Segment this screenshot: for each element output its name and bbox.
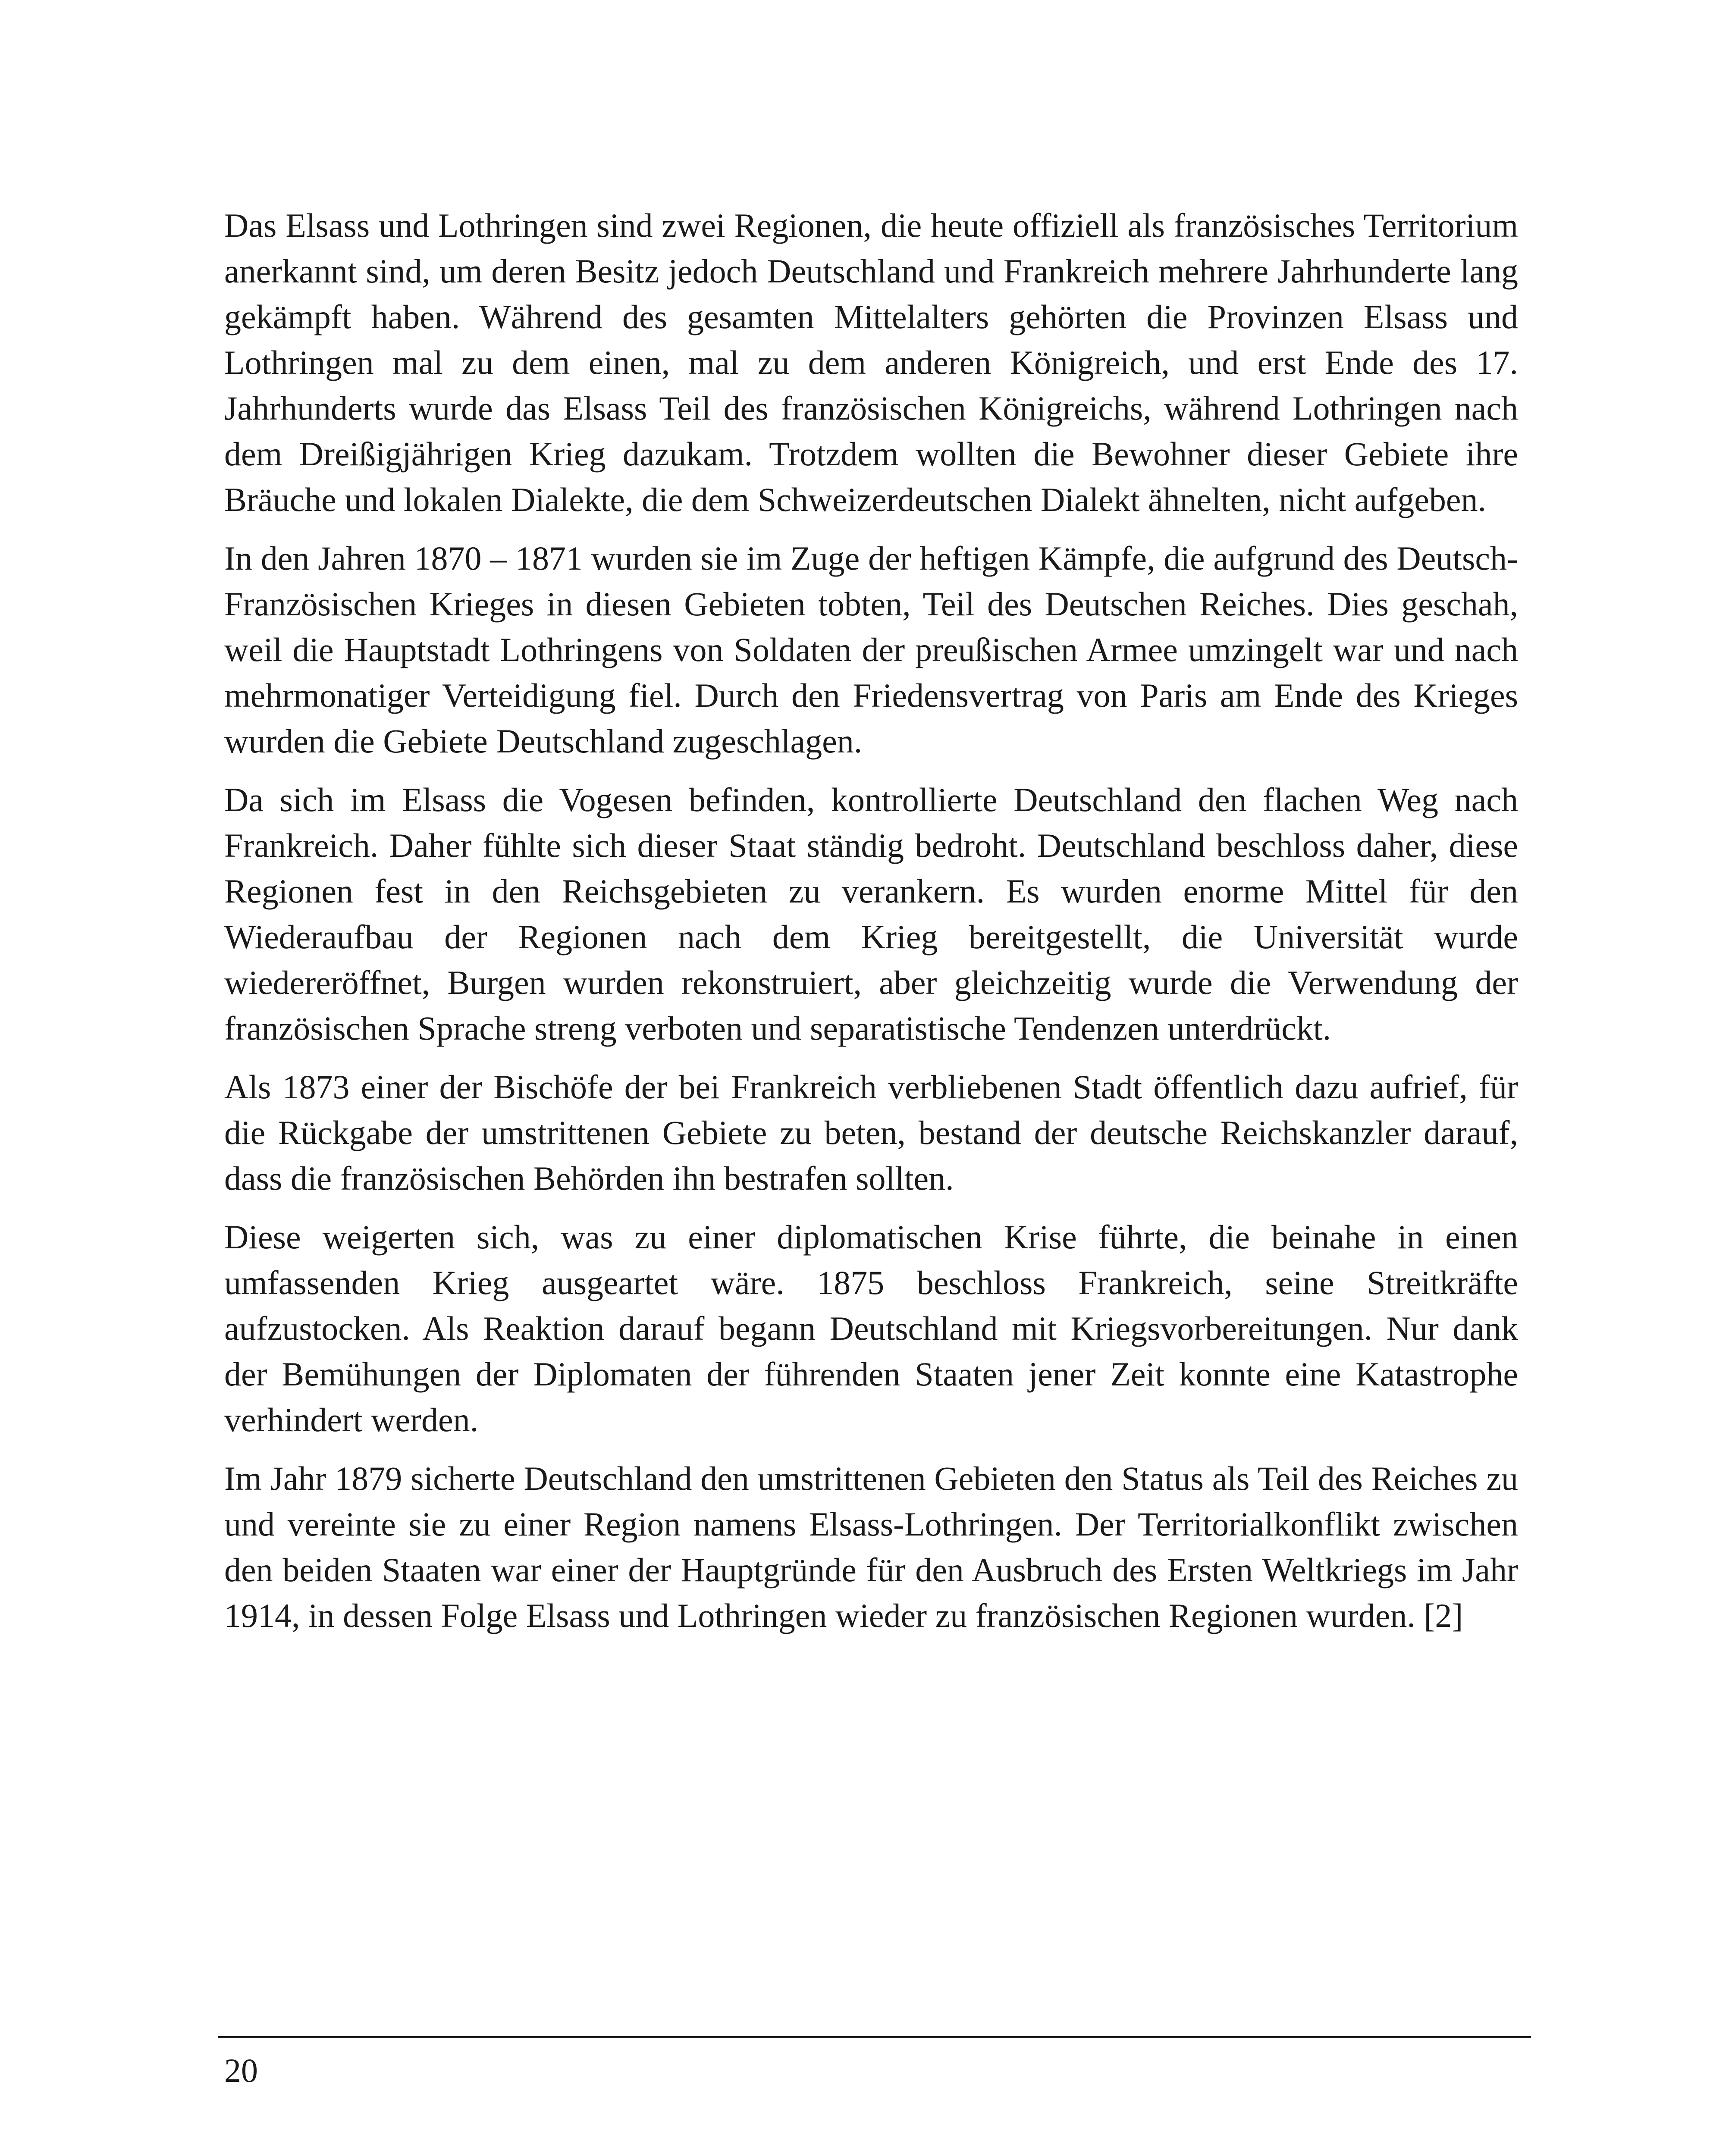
page-number: 20 bbox=[224, 2052, 258, 2089]
body-text bbox=[224, 203, 1518, 1651]
paragraph-2: In den Jahren 1870 – 1871 wurden sie im Zuge der heftigen Kämpfe, die aufgrund des Deutsch-Französischen Krieges in diesen Gebieten tobten, Teil des Deutschen Reiches. Dies geschah, weil die Hauptstadt Lothringens von Soldaten der preußischen Armee umzingelt war und nach mehrmonatiger Verteidigung fiel. Durch den Friedensvertrag von Paris am Ende des Krieges wurden die Gebiete Deutschland zugeschlagen. bbox=[224, 539, 1518, 760]
footer-divider bbox=[218, 2036, 1531, 2038]
paragraph-4: Als 1873 einer der Bischöfe der bei Frankreich verbliebenen Stadt öffentlich dazu aufrief, für die Rückgabe der umstrittenen Gebiete zu beten, bestand der deutsche Reichskanzler darauf, dass die französischen Behörden ihn bestrafen sollten. bbox=[224, 1068, 1518, 1197]
paragraph-3: Da sich im Elsass die Vogesen befinden, kontrollierte Deutschland den flachen Weg nach Frankreich. Daher fühlte sich dieser Staat ständig bedroht. Deutschland beschloss daher, diese Regionen fest in den Reichsgebieten zu verankern. Es wurden enorme Mittel für den Wiederaufbau der Regionen nach dem Krieg bereitgestellt, die Universität wurde wiedereröffnet, Burgen wurden rekonstruiert, aber gleichzeitig wurde die Verwendung der französischen Sprache streng verboten und separatistische Tendenzen unterdrückt. bbox=[224, 781, 1518, 1047]
paragraph-1: Das Elsass und Lothringen sind zwei Regionen, die heute offiziell als französisches Territorium anerkannt sind, um deren Besitz jedoch Deutschland und Frankreich mehrere Jahrhunderte lang gekämpft haben. Während des gesamten Mittelalters gehörten die Provinzen Elsass und Lothringen mal zu dem einen, mal zu dem anderen Königreich, und erst Ende des 17. Jahrhunderts wurde das Elsass Teil des französischen Königreichs, während Lothringen nach dem Dreißigjährigen Krieg dazukam. Trotzdem wollten die Bewohner dieser Gebiete ihre Bräuche und lokalen Dialekte, die dem Schweizerdeutschen Dialekt ähnelten, nicht aufgeben. bbox=[224, 207, 1518, 518]
paragraph-5: Diese weigerten sich, was zu einer diplomatischen Krise führte, die beinahe in einen umfassenden Krieg ausgeartet wäre. 1875 beschloss Frankreich, seine Streitkräfte aufzustocken. Als Reaktion darauf begann Deutschland mit Kriegsvorbereitungen. Nur dank der Bemühungen der Diplomaten der führenden Staaten jener Zeit konnte eine Katastrophe verhindert werden. bbox=[224, 1218, 1518, 1438]
paragraph-6: Im Jahr 1879 sicherte Deutschland den umstrittenen Gebieten den Status als Teil des Reiches zu und vereinte sie zu einer Region namens Elsass-Lothringen. Der Territorialkonflikt zwischen den beiden Staaten war einer der Hauptgründe für den Ausbruch des Ersten Weltkriegs im Jahr 1914, in dessen Folge Elsass und Lothringen wieder zu französischen Regionen wurden. [2] bbox=[224, 1460, 1518, 1634]
